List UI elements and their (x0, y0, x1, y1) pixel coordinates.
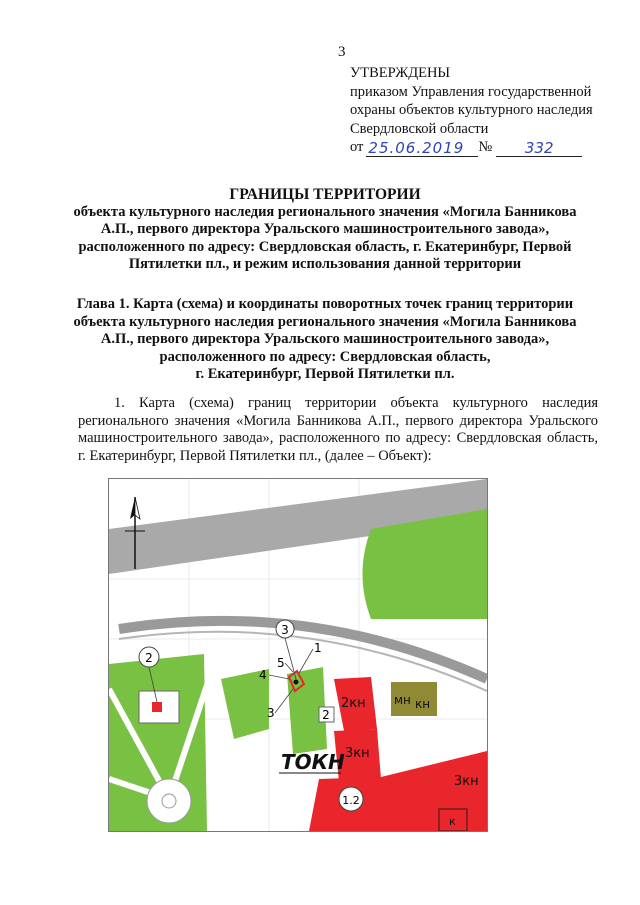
from-label: от (350, 139, 364, 155)
marker-label: 2 (145, 651, 153, 665)
order-date: 25.06.2019 (366, 140, 478, 157)
chapter-line: объекта культурного наследия регионального значения «Могила Банникова (73, 313, 577, 330)
territory-map (108, 478, 488, 832)
approval-title: УТВЕРЖДЕНЫ (350, 65, 451, 81)
svg-text:3кн: 3кн (345, 746, 370, 761)
approval-line: охраны объектов культурного наследия (350, 102, 593, 118)
svg-text:3: 3 (281, 623, 289, 637)
svg-text:2кн: 2кн (341, 696, 366, 711)
chapter-line: А.П., первого директора Уральского машиностроительного завода», (100, 331, 550, 347)
svg-text:5: 5 (277, 656, 285, 670)
svg-text:кн: кн (415, 697, 431, 711)
chapter-line: г. Екатеринбург, Первой Пятилетки пл. (195, 366, 455, 382)
order-reference (350, 138, 620, 157)
svg-text:к: к (449, 815, 456, 828)
svg-text:4: 4 (259, 668, 267, 682)
svg-text:мн: мн (394, 693, 411, 707)
approval-stamp (350, 64, 620, 157)
chapter-heading (60, 296, 590, 384)
order-number: 332 (496, 140, 582, 157)
title-body: объекта культурного наследия регионального значения «Могила Банникова А.П., первого директора Уральского машиностроительного завода», расположенного по адресу: Свердловская область, г. Екатеринбург, Первой Пятилетки пл., и режим использования данной территории (73, 203, 577, 272)
page-number: 3 (338, 44, 346, 60)
paragraph-1: 1. Карта (схема) границ территории объекта культурного наследия регионального значения «Могила Банникова А.П., первого директора Уральского машиностроительного завода», расположенного по адресу: Свердловская область, г. Екатеринбург, Первой Пятилетки пл., (далее – Объект): (78, 395, 598, 464)
svg-text:3кн: 3кн (454, 774, 479, 789)
svg-text:1.2: 1.2 (342, 794, 360, 807)
approval-line: Свердловской области (350, 120, 489, 137)
chapter-line: Глава 1. Карта (схема) и координаты поворотных точек границ территории (76, 296, 574, 312)
svg-text:ТОКН: ТОКН (281, 750, 345, 774)
chapter-line: расположенного по адресу: Свердловская область, (159, 348, 491, 365)
svg-text:2: 2 (322, 708, 330, 722)
monument (152, 702, 162, 712)
svg-text:1: 1 (314, 641, 322, 655)
document-title (60, 186, 590, 274)
fountain (147, 779, 191, 823)
svg-text:3: 3 (267, 706, 275, 720)
approval-line: приказом Управления государственной (350, 83, 592, 100)
number-label: № (478, 139, 493, 155)
title-heading: ГРАНИЦЫ ТЕРРИТОРИИ (229, 186, 421, 203)
